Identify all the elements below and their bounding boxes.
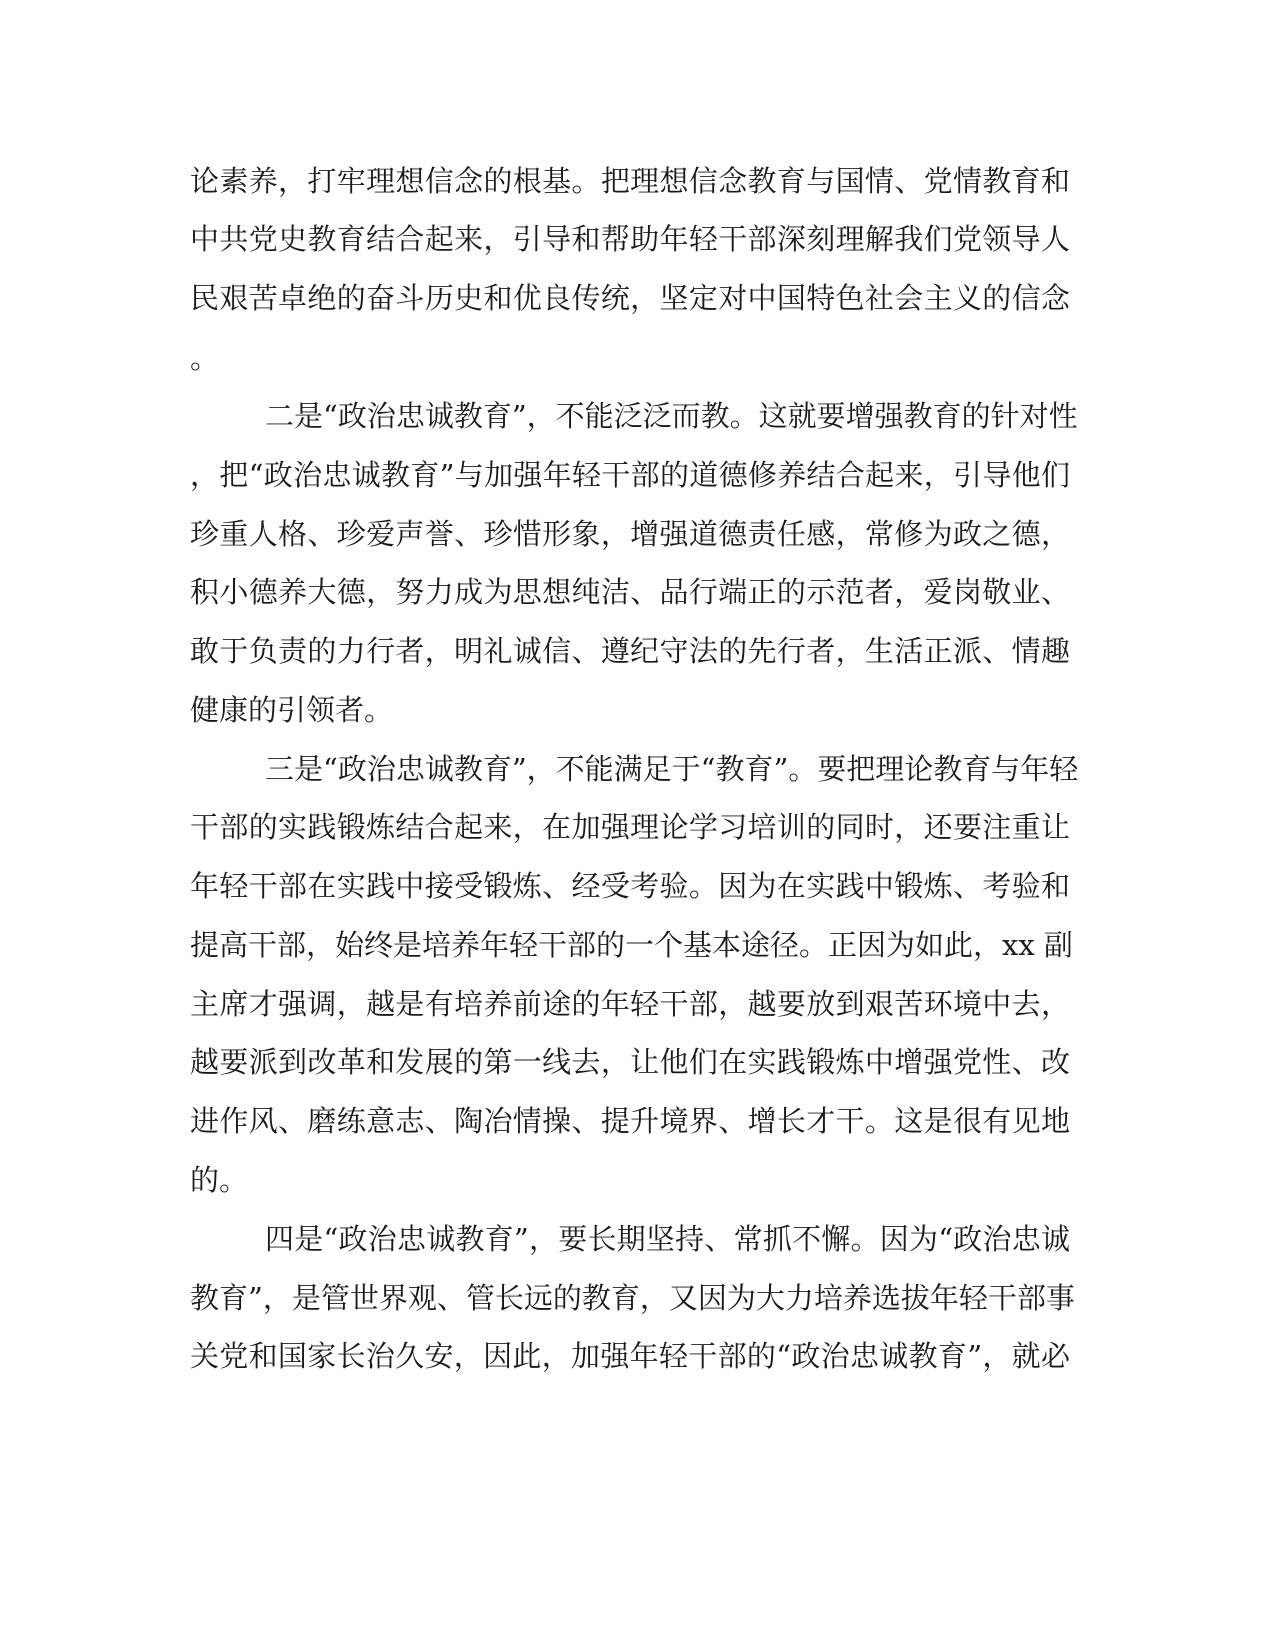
text-line: 提高干部，始终是培养年轻干部的一个基本途径。正因为如此，xx 副 bbox=[190, 928, 1073, 962]
text-line: 关党和国家长治久安，因此，加强年轻干部的“政治忠诚教育”，就必 bbox=[190, 1339, 1070, 1373]
text-line: 进作风、磨练意志、陶冶情操、提升境界、增长才干。这是很有见地 bbox=[190, 1104, 1070, 1138]
paragraph-start-line: 二是“政治忠诚教育”，不能泛泛而教。这就要增强教育的针对性 bbox=[265, 399, 1078, 433]
text-line: 民艰苦卓绝的奋斗历史和优良传统，坚定对中国特色社会主义的信念 bbox=[190, 281, 1070, 315]
text-line: 健康的引领者。 bbox=[190, 693, 394, 727]
text-line: 主席才强调，越是有培养前途的年轻干部，越要放到艰苦环境中去， bbox=[190, 987, 1070, 1021]
paragraph-start-line: 四是“政治忠诚教育”，要长期坚持、常抓不懈。因为“政治忠诚 bbox=[265, 1222, 1070, 1256]
text-line: 越要派到改革和发展的第一线去，让他们在实践锻炼中增强党性、改 bbox=[190, 1045, 1070, 1079]
text-line: ，把“政治忠诚教育”与加强年轻干部的道德修养结合起来，引导他们 bbox=[190, 458, 1070, 492]
text-line: 。 bbox=[190, 341, 220, 375]
text-line: 年轻干部在实践中接受锻炼、经受考验。因为在实践中锻炼、考验和 bbox=[190, 869, 1070, 903]
text-line: 干部的实践锻炼结合起来，在加强理论学习培训的同时，还要注重让 bbox=[190, 810, 1070, 844]
text-line: 积小德养大德，努力成为思想纯洁、品行端正的示范者，爱岗敬业、 bbox=[190, 575, 1070, 609]
text-line: 的。 bbox=[190, 1163, 249, 1197]
text-line: 敢于负责的力行者，明礼诚信、遵纪守法的先行者，生活正派、情趣 bbox=[190, 634, 1070, 668]
paragraph-start-line: 三是“政治忠诚教育”，不能满足于“教育”。要把理论教育与年轻 bbox=[265, 752, 1079, 786]
text-line: 中共党史教育结合起来，引导和帮助年轻干部深刻理解我们党领导人 bbox=[190, 222, 1070, 256]
text-line: 论素养，打牢理想信念的根基。把理想信念教育与国情、党情教育和 bbox=[190, 164, 1070, 198]
text-line: 珍重人格、珍爱声誉、珍惜形象，增强道德责任感，常修为政之德， bbox=[190, 517, 1070, 551]
text-line: 教育”，是管世界观、管长远的教育，又因为大力培养选拔年轻干部事 bbox=[190, 1281, 1075, 1315]
